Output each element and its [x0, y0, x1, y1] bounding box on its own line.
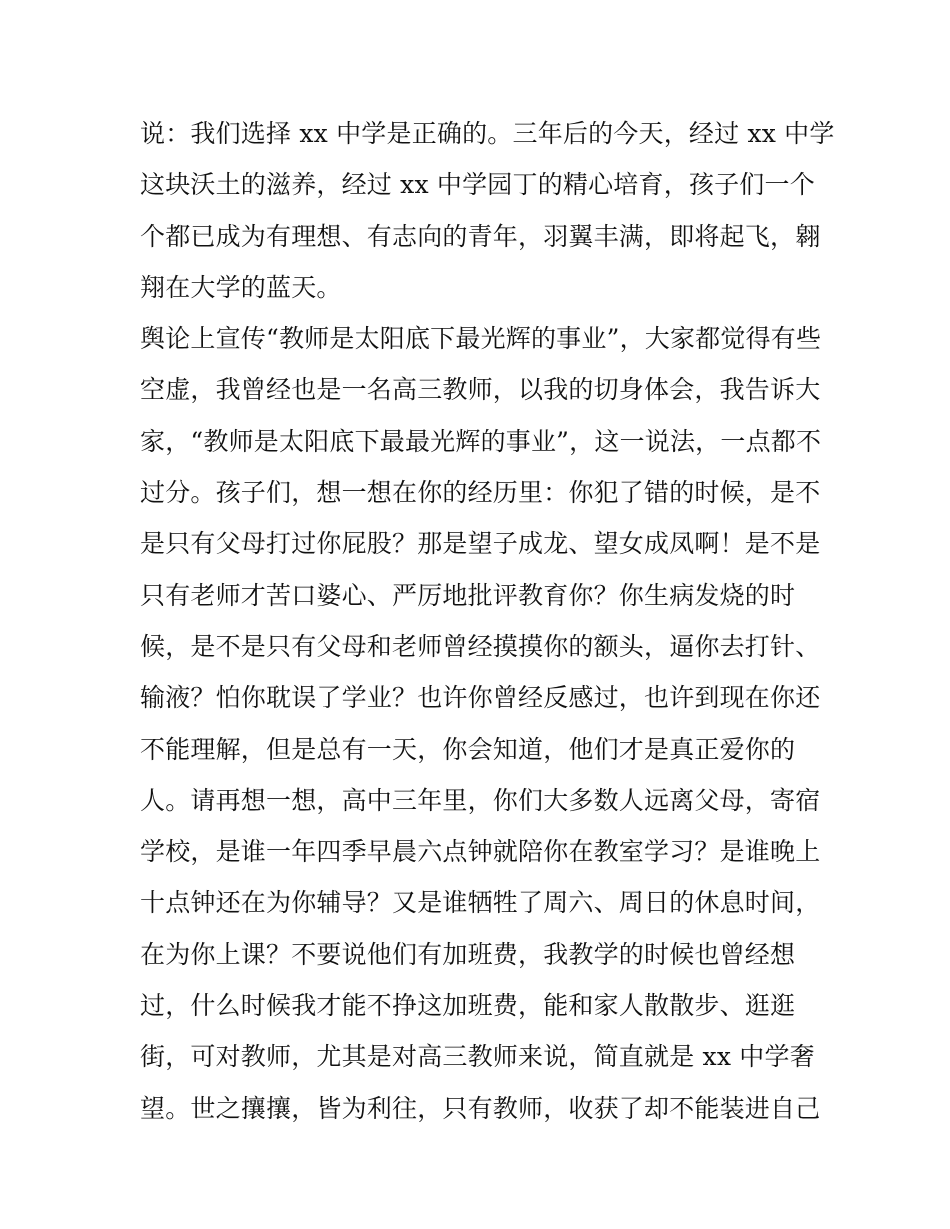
text-line: 说：我们选择 xx 中学是正确的。三年后的今天，经过 xx 中学 [140, 119, 835, 148]
text-line: 街，可对教师，尤其是对高三教师来说，简直就是 xx 中学奢 [140, 1042, 815, 1072]
text-line: 家，“教师是太阳底下最最光辉的事业”，这一说法，一点都不 [140, 426, 822, 456]
text-line: 不能理解，但是总有一天，你会知道，他们才是真正爱你的 [140, 734, 796, 764]
text-line: 是只有父母打过你屁股？那是望子成龙、望女成凤啊！是不是 [140, 529, 821, 559]
text-line: 舆论上宣传“教师是太阳底下最光辉的事业”，大家都觉得有些 [140, 324, 822, 354]
text-line: 个都已成为有理想、有志向的青年，羽翼丰满，即将起飞，翱 [140, 221, 821, 251]
text-line: 输液？怕你耽误了学业？也许你曾经反感过，也许到现在你还 [140, 683, 821, 713]
text-line: 翔在大学的蓝天。 [140, 272, 342, 302]
text-line: 人。请再想一想，高中三年里，你们大多数人远离父母，寄宿 [140, 785, 821, 815]
text-line: 在为你上课？不要说他们有加班费，我教学的时候也曾经想 [140, 939, 796, 969]
text-line: 过，什么时候我才能不挣这加班费，能和家人散散步、逛逛 [140, 991, 796, 1021]
text-line: 候，是不是只有父母和老师曾经摸摸你的额头，逼你去打针、 [140, 631, 821, 661]
text-line: 这块沃土的滋养，经过 xx 中学园丁的精心培育，孩子们一个 [140, 170, 815, 200]
text-line: 望。世之攘攘，皆为利往，只有教师，收获了却不能装进自己 [140, 1093, 821, 1123]
text-line: 十点钟还在为你辅导？又是谁牺牲了周六、周日的休息时间， [140, 888, 821, 918]
text-line: 空虚，我曾经也是一名高三教师，以我的切身体会，我告诉大 [140, 375, 821, 405]
body-text [140, 108, 835, 1134]
text-line: 只有老师才苦口婆心、严厉地批评教育你？你生病发烧的时 [140, 580, 796, 610]
text-line: 过分。孩子们，想一想在你的经历里：你犯了错的时候，是不 [140, 478, 821, 508]
text-line: 学校，是谁一年四季早晨六点钟就陪你在教室学习？是谁晚上 [140, 837, 821, 867]
